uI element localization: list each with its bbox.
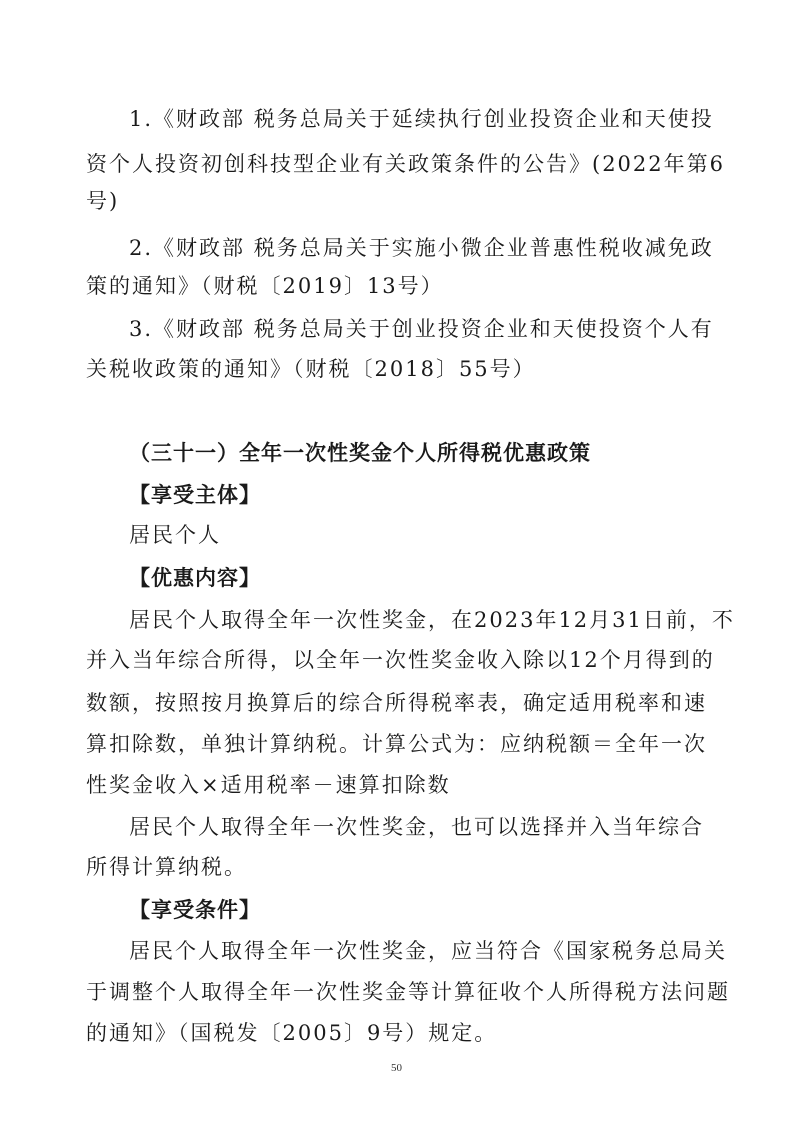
content-heading: 【优惠内容】	[129, 566, 261, 590]
reference-1-line-1: 1.《财政部 税务总局关于延续执行创业投资企业和天使投	[129, 107, 714, 131]
content-line-4: 算扣除数，单独计算纳税。计算公式为：应纳税额＝全年一次	[86, 732, 707, 756]
reference-2-line-1: 2.《财政部 税务总局关于实施小微企业普惠性税收减免政	[129, 236, 714, 260]
reference-3-line-1: 3.《财政部 税务总局关于创业投资企业和天使投资个人有	[129, 317, 714, 341]
condition-line-3: 的通知》（国税发〔2005〕9号）规定。	[86, 1021, 498, 1045]
content-line-6: 居民个人取得全年一次性奖金，也可以选择并入当年综合	[129, 815, 704, 839]
reference-1-line-2: 资个人投资初创科技型企业有关政策条件的公告》(2022年第6	[86, 152, 725, 176]
reference-1-line-3: 号)	[86, 189, 120, 213]
content-line-5: 性奖金收入×适用税率－速算扣除数	[86, 773, 451, 797]
condition-heading: 【享受条件】	[129, 898, 261, 922]
content-line-7: 所得计算纳税。	[86, 855, 247, 879]
subject-heading: 【享受主体】	[129, 483, 261, 507]
reference-2-line-2: 策的通知》（财税〔2019〕13号）	[86, 274, 444, 298]
reference-3-line-2: 关税收政策的通知》（财税〔2018〕55号）	[86, 357, 536, 381]
condition-line-1: 居民个人取得全年一次性奖金，应当符合《国家税务总局关	[129, 939, 727, 963]
section-title: （三十一）全年一次性奖金个人所得税优惠政策	[129, 441, 591, 465]
content-line-2: 并入当年综合所得，以全年一次性奖金收入除以12个月得到的	[86, 648, 715, 672]
page-number: 50	[391, 1062, 402, 1074]
subject-text: 居民个人	[129, 523, 221, 547]
content-line-1: 居民个人取得全年一次性奖金，在2023年12月31日前，不	[129, 608, 735, 632]
condition-line-2: 于调整个人取得全年一次性奖金等计算征收个人所得税方法问题	[86, 980, 730, 1004]
content-line-3: 数额，按照按月换算后的综合所得税率表，确定适用税率和速	[86, 691, 707, 715]
